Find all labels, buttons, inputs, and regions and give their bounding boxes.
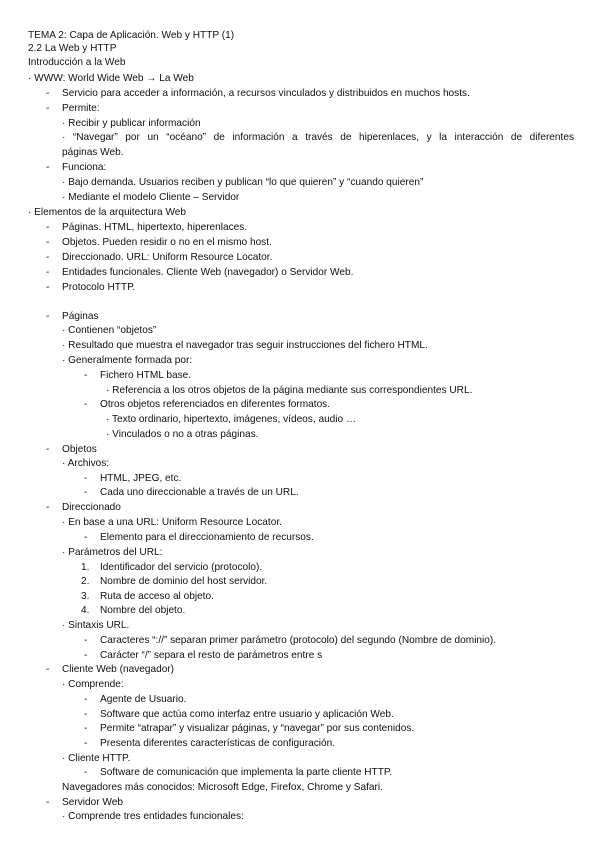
- line-text: Páginas: [62, 311, 99, 322]
- line-text: Funciona:: [62, 162, 107, 173]
- line-text: Cliente Web (navegador): [62, 664, 175, 675]
- line-text: Direccionado. URL: Uniform Resource Locator.: [62, 252, 273, 263]
- text-line: [106, 428, 574, 442]
- text-line: [106, 413, 574, 427]
- list-marker: -: [46, 282, 50, 293]
- list-marker: -: [84, 532, 88, 543]
- line-text: · WWW: World Wide Web → La Web: [28, 73, 194, 84]
- text-line: [62, 501, 574, 515]
- text-line: [62, 546, 574, 560]
- list-marker: -: [46, 797, 50, 808]
- line-text: · Texto ordinario, hipertexto, imágenes, vídeos, audio …: [106, 414, 357, 425]
- line-text: Introducción a la Web: [28, 57, 126, 68]
- text-line: [100, 398, 574, 412]
- list-marker: -: [84, 738, 88, 749]
- text-line: [62, 663, 574, 677]
- line-text: Nombre del objeto.: [100, 605, 186, 616]
- text-line: [62, 752, 574, 766]
- line-text: Servicio para acceder a información, a recursos vinculados y distribuidos en muchos hosts.: [62, 88, 470, 99]
- text-line: [62, 266, 574, 280]
- list-marker: 2.: [81, 576, 90, 587]
- text-line: [100, 369, 574, 383]
- text-line: [62, 678, 574, 692]
- list-marker: 1.: [81, 562, 90, 573]
- text-line: [62, 324, 574, 338]
- line-text: Agente de Usuario.: [100, 694, 187, 705]
- text-line: [100, 693, 574, 707]
- text-line: [62, 281, 574, 295]
- list-marker: -: [84, 650, 88, 661]
- line-text: Carácter “/” separa el resto de parámetros entre s: [100, 650, 323, 661]
- line-text: Software que actúa como interfaz entre usuario y aplicación Web.: [100, 709, 394, 720]
- text-line: [100, 561, 574, 575]
- list-marker: -: [46, 103, 50, 114]
- list-marker: -: [46, 311, 50, 322]
- line-text: · Elementos de la arquitectura Web: [28, 207, 187, 218]
- line-text: Caracteres “://” separan primer parámetro (protocolo) del segundo (Nombre de dominio).: [100, 635, 497, 646]
- list-marker: -: [84, 767, 88, 778]
- text-line: [100, 708, 574, 722]
- text-line: [100, 766, 574, 780]
- line-text: Direccionado: [62, 502, 121, 513]
- text-line: [62, 87, 574, 101]
- line-text: · Parámetros del URL:: [62, 547, 163, 558]
- line-text: Presenta diferentes características de configuración.: [100, 738, 336, 749]
- list-marker: -: [84, 723, 88, 734]
- line-text: Permite:: [62, 103, 100, 114]
- text-line: [62, 191, 574, 205]
- line-text: · Sintaxis URL.: [62, 620, 130, 631]
- line-text: Páginas. HTML, hipertexto, hiperenlaces.: [62, 222, 248, 233]
- line-text: Permite “atrapar” y visualizar páginas, y “navegar” por sus contenidos.: [100, 723, 415, 734]
- text-line: [100, 472, 574, 486]
- text-line: [100, 575, 574, 589]
- text-line: [100, 486, 574, 500]
- line-text: · Mediante el modelo Cliente – Servidor: [62, 192, 240, 203]
- list-marker: -: [84, 399, 88, 410]
- text-line: [62, 102, 574, 116]
- line-text: 2.2 La Web y HTTP: [28, 43, 117, 54]
- text-line: [28, 42, 574, 56]
- list-marker: -: [46, 502, 50, 513]
- text-line: [62, 251, 574, 265]
- text-line: [62, 236, 574, 250]
- list-marker: -: [46, 88, 50, 99]
- line-text: · Vinculados o no a otras páginas.: [106, 429, 259, 440]
- text-line: [100, 722, 574, 736]
- text-line: [28, 29, 574, 43]
- line-text: · Comprende tres entidades funcionales:: [62, 811, 244, 822]
- list-marker: -: [84, 709, 88, 720]
- text-line: [62, 796, 574, 810]
- list-marker: -: [46, 664, 50, 675]
- text-line: [100, 649, 574, 663]
- text-line: [100, 737, 574, 751]
- text-line: [62, 619, 574, 633]
- list-marker: -: [46, 267, 50, 278]
- line-text: · Generalmente formada por:: [62, 355, 193, 366]
- text-line: [62, 354, 574, 368]
- line-text: · Recibir y publicar información: [62, 118, 201, 129]
- line-text: HTML, JPEG, etc.: [100, 473, 182, 484]
- text-line: [62, 310, 574, 324]
- line-text: Objetos. Pueden residir o no en el mismo host.: [62, 237, 272, 248]
- text-line: [62, 131, 574, 145]
- list-marker: 4.: [81, 605, 90, 616]
- list-marker: -: [46, 222, 50, 233]
- line-text: Entidades funcionales. Cliente Web (navegador) o Servidor Web.: [62, 267, 354, 278]
- line-text: Navegadores más conocidos: Microsoft Edge, Firefox, Chrome y Safari.: [62, 782, 383, 793]
- list-marker: -: [46, 237, 50, 248]
- line-text: · Contienen “objetos”: [62, 325, 157, 336]
- line-text: · Bajo demanda. Usuarios reciben y publican “lo que quieren” y “cuando quieren”: [62, 177, 424, 188]
- text-line: [62, 146, 574, 160]
- text-line: [100, 531, 574, 545]
- line-text: · Cliente HTTP.: [62, 753, 131, 764]
- list-marker: -: [84, 487, 88, 498]
- text-line: [62, 221, 574, 235]
- text-line: [100, 590, 574, 604]
- text-line: [62, 161, 574, 175]
- line-text: Cada uno direccionable a través de un URL.: [100, 487, 299, 498]
- text-line: [62, 810, 574, 824]
- line-text: páginas Web.: [62, 147, 124, 158]
- text-line: [106, 384, 574, 398]
- line-text: · Archivos:: [62, 458, 110, 469]
- line-text: Nombre de dominio del host servidor.: [100, 576, 268, 587]
- line-text: · En base a una URL: Uniform Resource Locator.: [62, 517, 282, 528]
- line-text: · Comprende:: [62, 679, 124, 690]
- line-text: Objetos: [62, 444, 97, 455]
- text-line: [62, 176, 574, 190]
- line-text: Software de comunicación que implementa la parte cliente HTTP.: [100, 767, 393, 778]
- line-text: Identificador del servicio (protocolo).: [100, 562, 263, 573]
- line-text: · Referencia a los otros objetos de la página mediante sus correspondientes URL.: [106, 385, 473, 396]
- line-text: TEMA 2: Capa de Aplicación. Web y HTTP (1): [28, 30, 235, 41]
- text-line: [62, 443, 574, 457]
- list-marker: -: [46, 444, 50, 455]
- text-line: [100, 634, 574, 648]
- text-line: [62, 457, 574, 471]
- text-line: [62, 781, 574, 795]
- list-marker: -: [84, 694, 88, 705]
- text-line: [100, 604, 574, 618]
- text-line: [28, 56, 574, 70]
- line-text: · “Navegar” por un “océano” de información a través de hiperenlaces, y la interacción de diferentes: [62, 132, 574, 143]
- line-text: Protocolo HTTP.: [62, 282, 136, 293]
- list-marker: -: [46, 162, 50, 173]
- text-line: [28, 72, 574, 86]
- text-line: [62, 339, 574, 353]
- text-line: [28, 206, 574, 220]
- line-text: Elemento para el direccionamiento de recursos.: [100, 532, 314, 543]
- list-marker: 3.: [81, 591, 90, 602]
- list-marker: -: [84, 635, 88, 646]
- line-text: Otros objetos referenciados en diferentes formatos.: [100, 399, 331, 410]
- text-line: [62, 516, 574, 530]
- list-marker: -: [46, 252, 50, 263]
- list-marker: -: [84, 473, 88, 484]
- line-text: Ruta de acceso al objeto.: [100, 591, 214, 602]
- line-text: Servidor Web: [62, 797, 123, 808]
- line-text: Fichero HTML base.: [100, 370, 192, 381]
- line-text: · Resultado que muestra el navegador tras seguir instrucciones del fichero HTML.: [62, 340, 428, 351]
- text-line: [62, 117, 574, 131]
- list-marker: -: [84, 370, 88, 381]
